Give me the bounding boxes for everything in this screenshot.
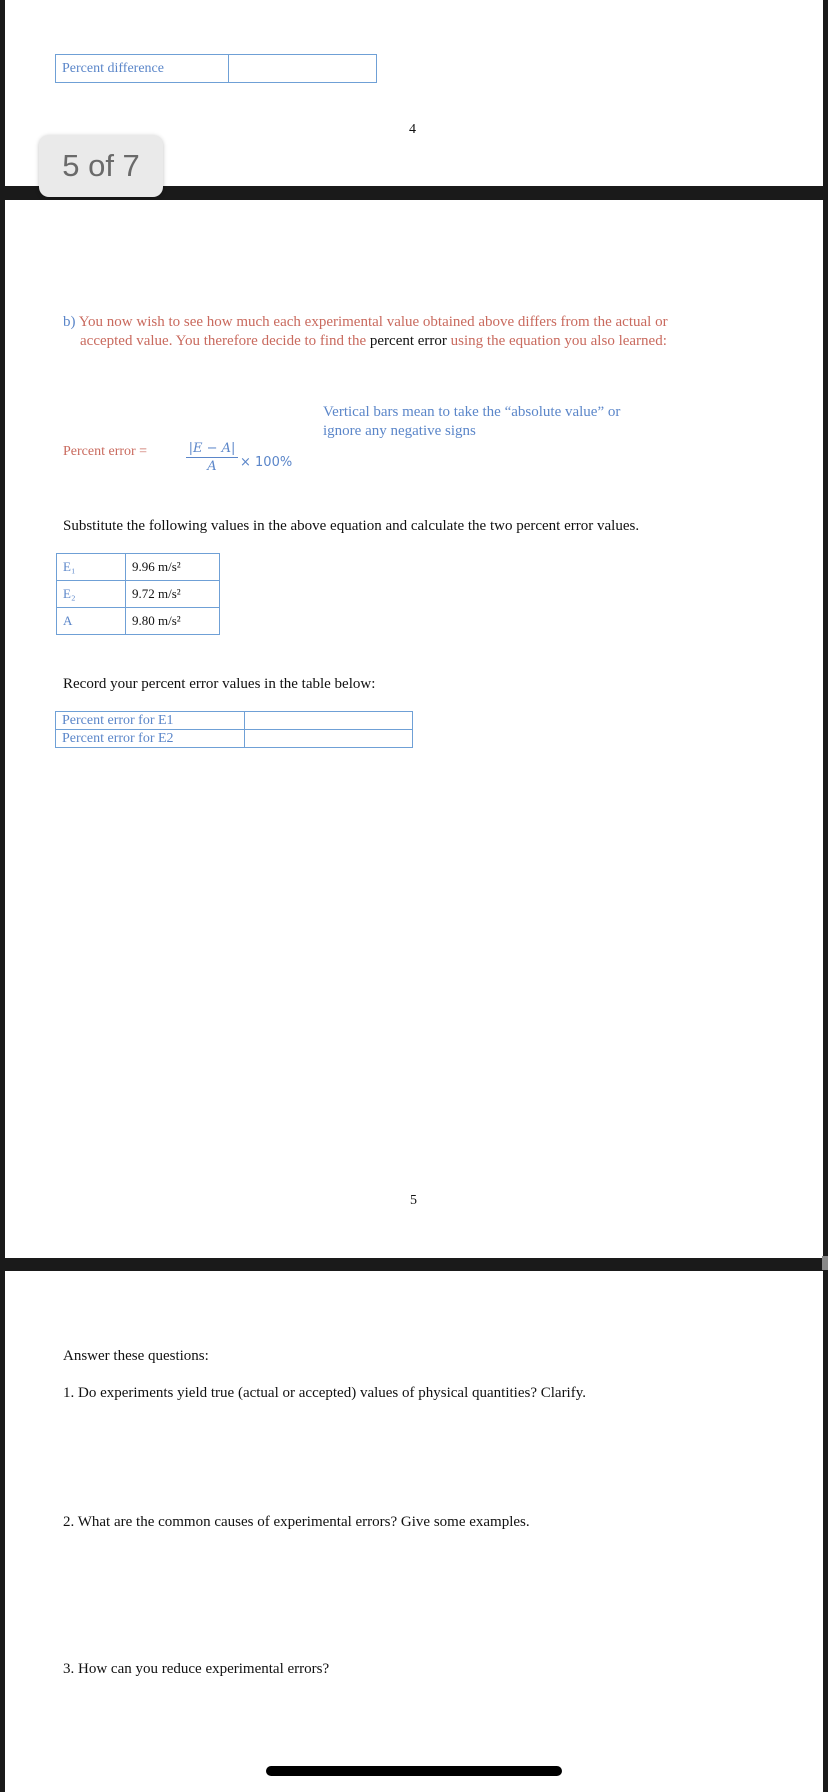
percent-difference-value[interactable] — [229, 55, 377, 83]
value-symbol: E₁ — [57, 554, 126, 581]
values-table — [56, 553, 220, 635]
value-symbol: A — [57, 608, 126, 635]
question-2: 2. What are the common causes of experimental errors? Give some examples. — [63, 1514, 530, 1530]
record-instruction: Record your percent error values in the table below: — [63, 676, 376, 692]
part-b-intro: You now wish to see how much each experimental value obtained above differs from the actual or — [78, 314, 668, 330]
scroll-edge — [822, 1256, 828, 1270]
questions-heading: Answer these questions: — [63, 1348, 209, 1364]
value-amount: 9.80 m/s² — [126, 608, 220, 635]
home-indicator[interactable] — [266, 1766, 562, 1776]
page-counter-badge: 5 of 7 — [39, 135, 163, 197]
part-b-paragraph — [63, 313, 763, 351]
part-b-line2-start: accepted value. You therefore decide to find the — [80, 333, 370, 349]
formula-fraction — [186, 441, 238, 474]
percent-difference-table — [55, 54, 377, 83]
value-amount: 9.96 m/s² — [126, 554, 220, 581]
result-value[interactable] — [245, 730, 413, 748]
part-b-letter: b) — [63, 314, 79, 330]
result-label: Percent error for E1 — [56, 712, 245, 730]
note-line-1: Vertical bars mean to take the “absolute value” or — [323, 404, 621, 420]
values-row — [57, 608, 220, 635]
results-table — [55, 711, 413, 748]
substitute-instruction: Substitute the following values in the above equation and calculate the two percent error values. — [63, 518, 640, 534]
value-amount: 9.72 m/s² — [126, 581, 220, 608]
part-b-line-1 — [63, 313, 763, 332]
page-number-5: 5 — [410, 1193, 417, 1208]
formula-multiplier: × 100% — [240, 455, 293, 470]
value-symbol: E₂ — [57, 581, 126, 608]
percent-difference-label: Percent difference — [56, 55, 229, 83]
result-label: Percent error for E2 — [56, 730, 245, 748]
absolute-value-note — [323, 403, 620, 441]
formula-numerator: |E − A| — [186, 441, 238, 458]
part-b-line2-end: using the equation you also learned: — [446, 333, 667, 349]
formula-denominator: A — [207, 459, 217, 474]
results-row — [56, 712, 413, 730]
part-b-emphasis: percent error — [369, 333, 447, 349]
question-3: 3. How can you reduce experimental errors? — [63, 1661, 330, 1677]
results-row — [56, 730, 413, 748]
result-value[interactable] — [245, 712, 413, 730]
values-row — [57, 581, 220, 608]
page-number-4: 4 — [409, 122, 416, 137]
note-line-2: ignore any negative signs — [323, 423, 476, 439]
question-1: 1. Do experiments yield true (actual or accepted) values of physical quantities? Clarify. — [63, 1385, 587, 1401]
part-b-line-2 — [63, 332, 763, 351]
formula-label: Percent error = — [63, 444, 148, 459]
values-row — [57, 554, 220, 581]
